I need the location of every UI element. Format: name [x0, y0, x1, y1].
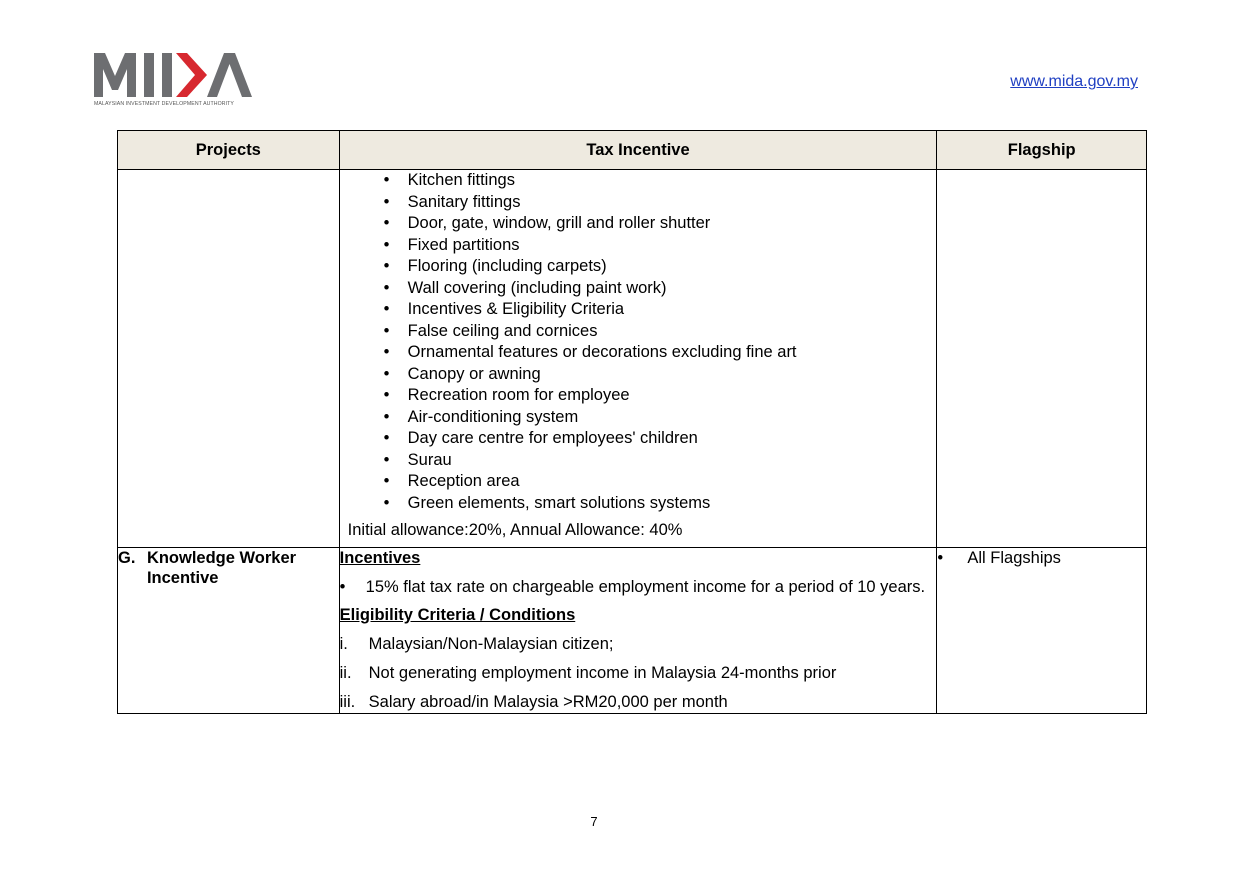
list-item: • Green elements, smart solutions systems — [340, 493, 937, 515]
list-item: • Incentives & Eligibility Criteria — [340, 299, 937, 321]
list-item: • Kitchen fittings — [340, 170, 937, 192]
header-flagship: Flagship — [937, 131, 1147, 170]
projects-cell-empty — [118, 170, 340, 548]
list-item: • Canopy or awning — [340, 364, 937, 386]
list-item: • Day care centre for employees' children — [340, 428, 937, 450]
table-header-row — [118, 131, 1147, 170]
website-link[interactable]: www.mida.gov.my — [1010, 73, 1138, 90]
list-item: • Sanitary fittings — [340, 192, 937, 214]
project-letter: G. — [118, 549, 136, 567]
page-number: 7 — [590, 814, 598, 829]
project-cell — [118, 548, 340, 714]
incentive-table — [117, 130, 1147, 714]
list-item: • False ceiling and cornices — [340, 321, 937, 343]
bullet-icon: • — [339, 578, 346, 596]
list-item: • Door, gate, window, grill and roller shutter — [340, 213, 937, 235]
criteria-item — [340, 634, 937, 655]
bullet-icon: • — [937, 549, 944, 567]
tax-incentive-cell — [339, 170, 937, 548]
logo-subtitle: MALAYSIAN INVESTMENT DEVELOPMENT AUTHORITY — [94, 101, 234, 107]
eligibility-heading: Eligibility Criteria / Conditions — [339, 606, 576, 624]
criteria-text: Salary abroad/in Malaysia >RM20,000 per month — [368, 693, 728, 711]
criteria-text: Not generating employment income in Malaysia 24-months prior — [368, 664, 837, 682]
criteria-text: Malaysian/Non-Malaysian citizen; — [368, 635, 614, 653]
criteria-number: iii. — [339, 693, 356, 711]
tax-incentive-cell — [339, 548, 937, 714]
list-item: • Wall covering (including paint work) — [340, 278, 937, 300]
fittings-list — [340, 170, 937, 514]
table-row — [118, 548, 1147, 714]
list-item: • Surau — [340, 450, 937, 472]
header-projects: Projects — [118, 131, 340, 170]
incentive-text: 15% flat tax rate on chargeable employment income for a period of 10 years. — [365, 578, 926, 596]
flagship-text: All Flagships — [967, 549, 1061, 567]
list-item: • Flooring (including carpets) — [340, 256, 937, 278]
list-item: • Recreation room for employee — [340, 385, 937, 407]
project-title — [118, 548, 339, 588]
incentive-item — [340, 577, 937, 597]
mida-logo-mark — [94, 53, 252, 97]
criteria-number: ii. — [339, 664, 352, 682]
criteria-number: i. — [339, 635, 348, 653]
flagship-cell-empty — [937, 170, 1147, 548]
table-row — [118, 170, 1147, 548]
criteria-item — [340, 692, 937, 713]
project-name: Knowledge Worker Incentive — [146, 549, 297, 587]
list-item: • Fixed partitions — [340, 235, 937, 257]
list-item: • Air-conditioning system — [340, 407, 937, 429]
flagship-cell — [937, 548, 1147, 714]
list-item: • Ornamental features or decorations excluding fine art — [340, 342, 937, 364]
allowance-text: Initial allowance:20%, Annual Allowance: 40% — [347, 521, 683, 539]
criteria-item — [340, 663, 937, 684]
header-tax-incentive: Tax Incentive — [339, 131, 937, 170]
incentives-heading: Incentives — [339, 549, 421, 567]
list-item: • Reception area — [340, 471, 937, 493]
flagship-item — [937, 548, 1146, 568]
